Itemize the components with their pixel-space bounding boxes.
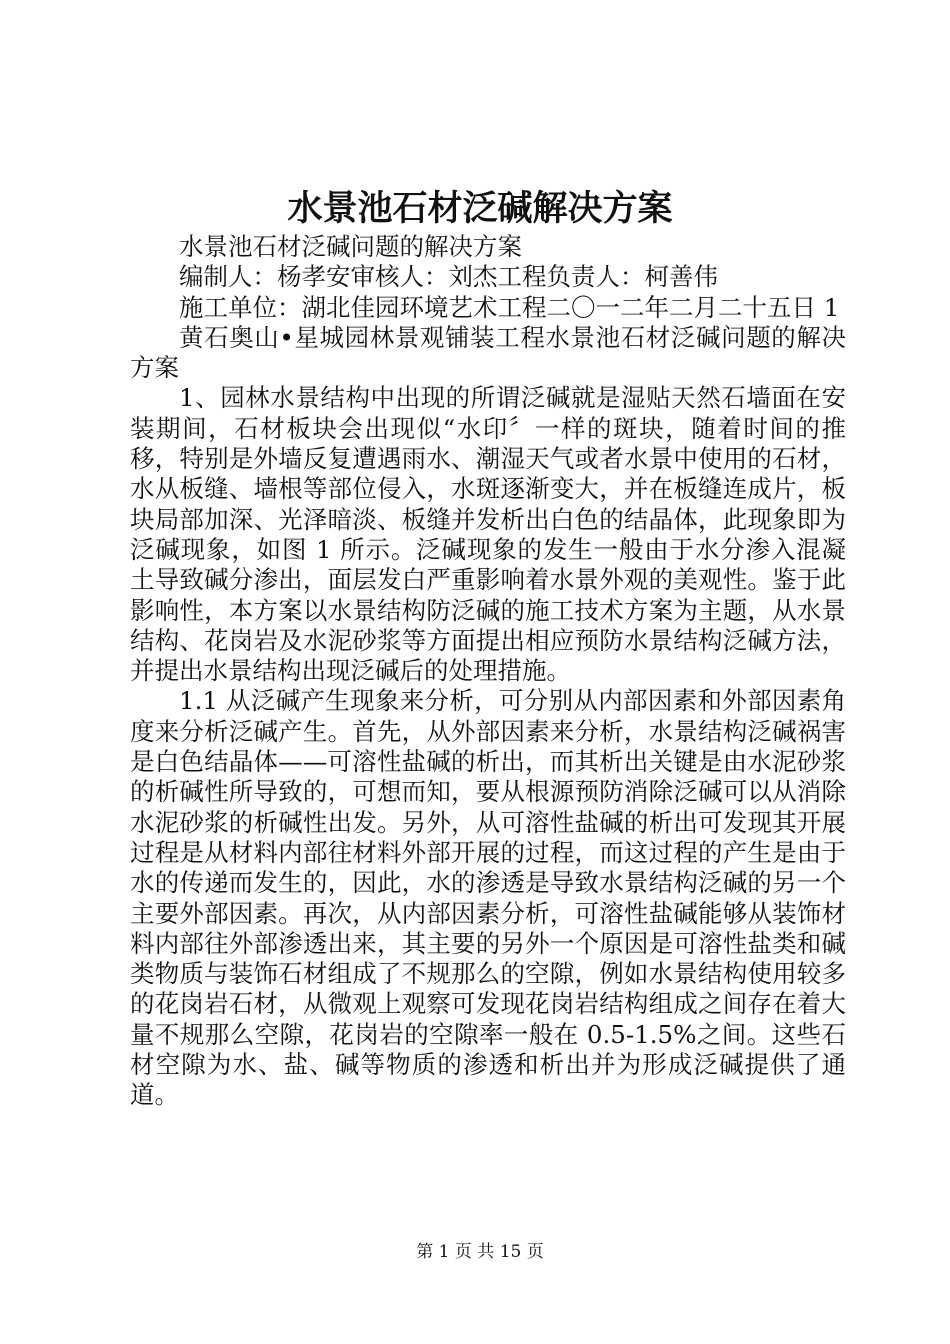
- paragraph-authors: 编制人：杨孝安审核人：刘杰工程负责人：柯善伟: [179, 262, 718, 292]
- paragraph-section-1-1: 1.1 从泛碱产生现象来分析，可分别从内部因素和外部因素角度来分析泛碱产生。首先，从外部因素来分析，水景结构泛碱祸害是白色结晶体——可溶性盐碱的析出，而其析出关键是由水泥砂浆的析碱性所导致的，可想而知，要从根源预防消除泛碱可以从消除水泥砂浆的析碱性出发。另外，从可溶性盐碱的析出可发现其开展过程是从材料内部往材料外部开展的过程，而这过程的产生是由于水的传递而发生的，因此，水的渗透是导致水景结构泛碱的另一个主要外部因素。再次，从内部因素分析，可溶性盐碱能够从装饰材料内部往外部渗透出来，其主要的另外一个原因是可溶性盐类和碱类物质与装饰石材组成了不规那么的空隙，例如水景结构使用较多的花岗岩石材，从微观上观察可发现花岗岩结构组成之间存在着大量不规那么空隙，花岗岩的空隙率一般在 0.5-1.5%之间。这些石材空隙为水、盐、碱等物质的渗透和析出并为形成泛碱提供了通道。: [130, 686, 846, 1110]
- paragraph-project-heading: 黄石奥山•星城园林景观铺装工程水景池石材泛碱问题的解决方案: [130, 322, 846, 383]
- page-number-footer: 第 1 页 共 15 页: [416, 1242, 544, 1262]
- document-body: [130, 232, 846, 1111]
- paragraph-section-1: 1、园林水景结构中出现的所谓泛碱就是湿贴天然石墙面在安装期间，石材板块会出现似“水印〞一样的斑块，随着时间的推移，特别是外墙反复遭遇雨水、潮湿天气或者水景中使用的石材，水从板缝、墙根等部位侵入，水斑逐渐变大，并在板缝连成片，板块局部加深、光泽暗淡、板缝并发析出白色的结晶体，此现象即为泛碱现象，如图 1 所示。泛碱现象的发生一般由于水分渗入混凝土导致碱分渗出，面层发白严重影响着水景外观的美观性。鉴于此影响性，本方案以水景结构防泛碱的施工技术方案为主题，从水景结构、花岗岩及水泥砂浆等方面提出相应预防水景结构泛碱方法，并提出水景结构出现泛碱后的处理措施。: [130, 383, 846, 686]
- paragraph-subtitle: 水景池石材泛碱问题的解决方案: [179, 232, 522, 261]
- document-title: 水景池石材泛碱解决方案: [287, 188, 673, 229]
- paragraph-construction-unit: 施工单位：湖北佳园环境艺术工程二〇一二年二月二十五日 1: [179, 292, 840, 322]
